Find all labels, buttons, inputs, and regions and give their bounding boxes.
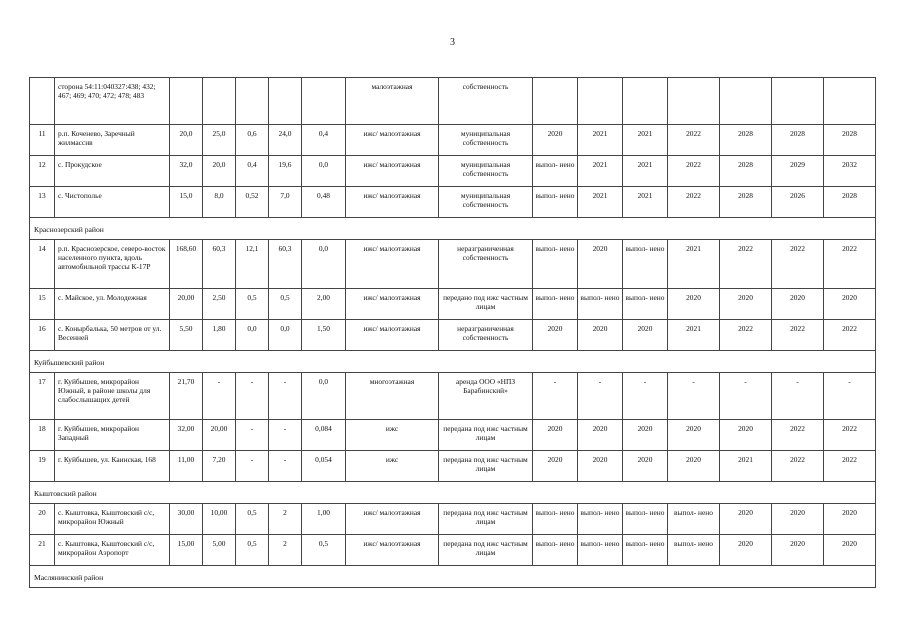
table-cell: 20,00 xyxy=(170,289,203,320)
table-cell: 15,0 xyxy=(170,187,203,218)
table-cell: 24,0 xyxy=(269,125,302,156)
table-cell: ижс/ малоэтажная xyxy=(346,289,439,320)
table-cell: 32,00 xyxy=(170,420,203,451)
table-cell: 20,0 xyxy=(170,125,203,156)
table-row xyxy=(30,78,876,125)
page-number: 3 xyxy=(450,37,455,48)
table-cell: - xyxy=(772,373,824,420)
table-cell: 11,00 xyxy=(170,451,203,482)
table-row xyxy=(30,420,876,451)
table-cell: 2020 xyxy=(720,420,772,451)
table-cell: 0,5 xyxy=(302,535,346,566)
table-cell: 2021 xyxy=(720,451,772,482)
table-cell: 0,0 xyxy=(269,320,302,351)
table-cell: ижс/ малоэтажная xyxy=(346,240,439,289)
table-cell: выпол- нено xyxy=(533,187,578,218)
table-cell: 2020 xyxy=(720,289,772,320)
table-cell: 15 xyxy=(30,289,55,320)
table-cell: собственность xyxy=(439,78,533,125)
table-cell: 2022 xyxy=(772,451,824,482)
table-cell: неразграниченная собственность xyxy=(439,320,533,351)
table-cell: 2,50 xyxy=(203,289,236,320)
table-cell: 2020 xyxy=(772,289,824,320)
table-cell: выпол- нено xyxy=(623,504,668,535)
table-cell: 21,70 xyxy=(170,373,203,420)
table-cell: 32,0 xyxy=(170,156,203,187)
land-plots-table xyxy=(29,77,876,588)
table-cell: 0,5 xyxy=(236,289,269,320)
district-section-row xyxy=(30,218,876,240)
table-cell: с. Прокудское xyxy=(55,156,170,187)
table-cell: 2,00 xyxy=(302,289,346,320)
table-cell: ижс/ малоэтажная xyxy=(346,320,439,351)
table-cell: 2020 xyxy=(623,451,668,482)
table-row xyxy=(30,125,876,156)
table-cell: 1,80 xyxy=(203,320,236,351)
table-cell: выпол- нено xyxy=(623,240,668,289)
table-cell: 1,50 xyxy=(302,320,346,351)
table-cell: 2 xyxy=(269,535,302,566)
table-cell: 5,00 xyxy=(203,535,236,566)
table-cell: 2026 xyxy=(772,187,824,218)
table-row xyxy=(30,451,876,482)
table-cell: малоэтажная xyxy=(346,78,439,125)
table-cell: 20 xyxy=(30,504,55,535)
table-cell: 2021 xyxy=(623,156,668,187)
table-row xyxy=(30,373,876,420)
table-cell: передана под ижс частным лицам xyxy=(439,535,533,566)
table-cell: 2020 xyxy=(533,320,578,351)
table-cell: 2021 xyxy=(668,240,720,289)
table-cell: 2028 xyxy=(772,125,824,156)
table-cell: 2022 xyxy=(668,125,720,156)
table-cell: 2021 xyxy=(578,125,623,156)
table-cell: 12,1 xyxy=(236,240,269,289)
table-cell: 0,0 xyxy=(302,156,346,187)
table-cell: 12 xyxy=(30,156,55,187)
table-cell: г. Куйбышев, ул. Каинская, 168 xyxy=(55,451,170,482)
table-cell: 2021 xyxy=(668,320,720,351)
district-name: Маслянинский район xyxy=(30,566,876,588)
table-cell: 2028 xyxy=(720,187,772,218)
table-cell: 2022 xyxy=(772,240,824,289)
table-row xyxy=(30,240,876,289)
table-cell: 2020 xyxy=(578,420,623,451)
table-cell: 2022 xyxy=(720,240,772,289)
table-cell: 30,00 xyxy=(170,504,203,535)
table-body xyxy=(30,78,876,588)
table-cell: 60,3 xyxy=(269,240,302,289)
table-cell: 2021 xyxy=(623,125,668,156)
table-cell: 2020 xyxy=(623,320,668,351)
table-cell: муниципальная собственность xyxy=(439,187,533,218)
table-cell: выпол- нено xyxy=(623,535,668,566)
table-cell: муниципальная собственность xyxy=(439,156,533,187)
table-cell: передана под ижс частным лицам xyxy=(439,504,533,535)
table-cell: 0,5 xyxy=(269,289,302,320)
table-cell: 0,5 xyxy=(236,504,269,535)
table-cell: 2022 xyxy=(668,156,720,187)
table-cell: ижс/ малоэтажная xyxy=(346,156,439,187)
table-cell: 0,52 xyxy=(236,187,269,218)
table-cell: 2022 xyxy=(824,420,876,451)
table-cell: г. Куйбышев, микрорайон Западный xyxy=(55,420,170,451)
table-cell: 2022 xyxy=(668,187,720,218)
table-row xyxy=(30,289,876,320)
table-cell: - xyxy=(269,420,302,451)
table-cell: - xyxy=(236,420,269,451)
table-cell: сторона 54:11:040327:438; 432; 467; 469; 470; 472; 478; 483 xyxy=(55,78,170,125)
table-cell: г. Куйбышев, микрорайон Южный, в районе школы для слабослышащих детей xyxy=(55,373,170,420)
table-cell: 14 xyxy=(30,240,55,289)
table-cell: 0,0 xyxy=(236,320,269,351)
table-cell: 2022 xyxy=(824,240,876,289)
table-cell: 18 xyxy=(30,420,55,451)
table-cell: 20,00 xyxy=(203,420,236,451)
table-cell: 2028 xyxy=(824,125,876,156)
table-cell: 1,00 xyxy=(302,504,346,535)
table-cell: - xyxy=(269,451,302,482)
table-cell: 2022 xyxy=(824,320,876,351)
table-cell: передана под ижс частным лицам xyxy=(439,420,533,451)
table-cell: выпол- нено xyxy=(578,504,623,535)
table-cell: 0,4 xyxy=(236,156,269,187)
table-cell: - xyxy=(236,373,269,420)
table-cell: аренда ООО «НПЗ Барабинский» xyxy=(439,373,533,420)
table-cell: выпол- нено xyxy=(578,289,623,320)
table-cell: 20,0 xyxy=(203,156,236,187)
table-cell: 2020 xyxy=(533,125,578,156)
table-cell: 0,48 xyxy=(302,187,346,218)
table-cell xyxy=(824,78,876,125)
table-cell: ижс/ малоэтажная xyxy=(346,504,439,535)
table-cell: 2020 xyxy=(578,240,623,289)
table-cell: многоэтажная xyxy=(346,373,439,420)
table-cell: 5,50 xyxy=(170,320,203,351)
table-cell: с. Кыштовка, Кыштовский с/с, микрорайон Южный xyxy=(55,504,170,535)
table-cell: 2020 xyxy=(824,535,876,566)
table-cell: муниципальная собственность xyxy=(439,125,533,156)
table-cell: ижс/ малоэтажная xyxy=(346,535,439,566)
table-cell: 21 xyxy=(30,535,55,566)
table-cell: - xyxy=(269,373,302,420)
table-cell: р.п. Коченево, Заречный жилмассив xyxy=(55,125,170,156)
table-cell: ижс/ малоэтажная xyxy=(346,187,439,218)
table-cell: 2028 xyxy=(720,156,772,187)
table-row xyxy=(30,504,876,535)
district-section-row xyxy=(30,482,876,504)
table-row xyxy=(30,187,876,218)
table-cell: 2021 xyxy=(623,187,668,218)
table-cell: 168,60 xyxy=(170,240,203,289)
table-cell: - xyxy=(236,451,269,482)
district-section-row xyxy=(30,351,876,373)
table-cell: выпол- нено xyxy=(668,504,720,535)
table-cell: 2020 xyxy=(533,451,578,482)
table-cell: - xyxy=(668,373,720,420)
table-cell: с. Конырбалька, 50 метров от ул. Весенней xyxy=(55,320,170,351)
table-cell: 2020 xyxy=(824,504,876,535)
table-cell: 2022 xyxy=(772,420,824,451)
table-cell xyxy=(170,78,203,125)
table-cell: выпол- нено xyxy=(668,535,720,566)
table-cell: 2020 xyxy=(578,320,623,351)
table-cell: 2020 xyxy=(720,535,772,566)
table-cell xyxy=(203,78,236,125)
table-cell: 2020 xyxy=(668,420,720,451)
table-cell: ижс/ малоэтажная xyxy=(346,125,439,156)
table-cell: - xyxy=(578,373,623,420)
table-cell: 2 xyxy=(269,504,302,535)
table-row xyxy=(30,535,876,566)
table-cell: выпол- нено xyxy=(578,535,623,566)
table-cell: 0,6 xyxy=(236,125,269,156)
table-cell: 60,3 xyxy=(203,240,236,289)
table-cell: 2028 xyxy=(720,125,772,156)
table-cell: выпол- нено xyxy=(623,289,668,320)
table-cell: выпол- нено xyxy=(533,240,578,289)
table-cell: 2022 xyxy=(824,451,876,482)
table-cell: 0,054 xyxy=(302,451,346,482)
table-cell: 2032 xyxy=(824,156,876,187)
table-cell: выпол- нено xyxy=(533,535,578,566)
table-cell: ижс xyxy=(346,451,439,482)
table-cell: - xyxy=(203,373,236,420)
table-cell: 2020 xyxy=(578,451,623,482)
table-cell: 2020 xyxy=(772,504,824,535)
table-cell: - xyxy=(824,373,876,420)
table-cell: 2028 xyxy=(824,187,876,218)
table-cell: 2020 xyxy=(772,535,824,566)
district-name: Кыштовский район xyxy=(30,482,876,504)
table-cell: 16 xyxy=(30,320,55,351)
table-cell: 2020 xyxy=(668,289,720,320)
table-cell: с. Майское, ул. Молодежная xyxy=(55,289,170,320)
table-cell xyxy=(623,78,668,125)
table-cell xyxy=(302,78,346,125)
table-cell: 7,20 xyxy=(203,451,236,482)
table-cell: 15,00 xyxy=(170,535,203,566)
table-cell xyxy=(578,78,623,125)
table-cell: 0,0 xyxy=(302,373,346,420)
table-cell: 17 xyxy=(30,373,55,420)
table-cell: 0,5 xyxy=(236,535,269,566)
table-cell: 2020 xyxy=(720,504,772,535)
table-cell: ижс xyxy=(346,420,439,451)
table-cell: 13 xyxy=(30,187,55,218)
table-row xyxy=(30,320,876,351)
table-cell: 8,0 xyxy=(203,187,236,218)
table-cell xyxy=(269,78,302,125)
table-cell: - xyxy=(533,373,578,420)
table-cell: выпол- нено xyxy=(533,156,578,187)
table-cell xyxy=(720,78,772,125)
table-cell: передано под ижс частным лицам xyxy=(439,289,533,320)
table-cell: 2020 xyxy=(824,289,876,320)
table-cell: неразграниченная собственность xyxy=(439,240,533,289)
table-cell xyxy=(236,78,269,125)
table-cell: с. Кыштовка, Кыштовский с/с, микрорайон Аэропорт xyxy=(55,535,170,566)
table-cell: 0,4 xyxy=(302,125,346,156)
table-cell: передана под ижс частным лицам xyxy=(439,451,533,482)
table-cell: 11 xyxy=(30,125,55,156)
table-cell: выпол- нено xyxy=(533,289,578,320)
table-cell: 19 xyxy=(30,451,55,482)
table-cell: 25,0 xyxy=(203,125,236,156)
table-cell xyxy=(30,78,55,125)
district-name: Куйбышевский район xyxy=(30,351,876,373)
table-cell: 19,6 xyxy=(269,156,302,187)
table-cell: 2022 xyxy=(720,320,772,351)
table-cell: 2021 xyxy=(578,156,623,187)
table-cell: 0,084 xyxy=(302,420,346,451)
table-cell: 2021 xyxy=(578,187,623,218)
table-cell xyxy=(772,78,824,125)
table-cell: - xyxy=(623,373,668,420)
table-cell: 2022 xyxy=(772,320,824,351)
district-name: Краснозерский район xyxy=(30,218,876,240)
table-row xyxy=(30,156,876,187)
table-cell: 2029 xyxy=(772,156,824,187)
table-cell: 2020 xyxy=(623,420,668,451)
table-cell: 10,00 xyxy=(203,504,236,535)
table-cell: с. Чистополье xyxy=(55,187,170,218)
table-cell xyxy=(668,78,720,125)
table-cell: р.п. Краснозерское, северо-восток населенного пункта, вдоль автомобильной трассы К-17Р xyxy=(55,240,170,289)
table-cell: - xyxy=(720,373,772,420)
table-cell: 2020 xyxy=(668,451,720,482)
table-cell: выпол- нено xyxy=(533,504,578,535)
table-cell xyxy=(533,78,578,125)
table-cell: 0,0 xyxy=(302,240,346,289)
table-cell: 2020 xyxy=(533,420,578,451)
district-section-row xyxy=(30,566,876,588)
table-cell: 7,0 xyxy=(269,187,302,218)
